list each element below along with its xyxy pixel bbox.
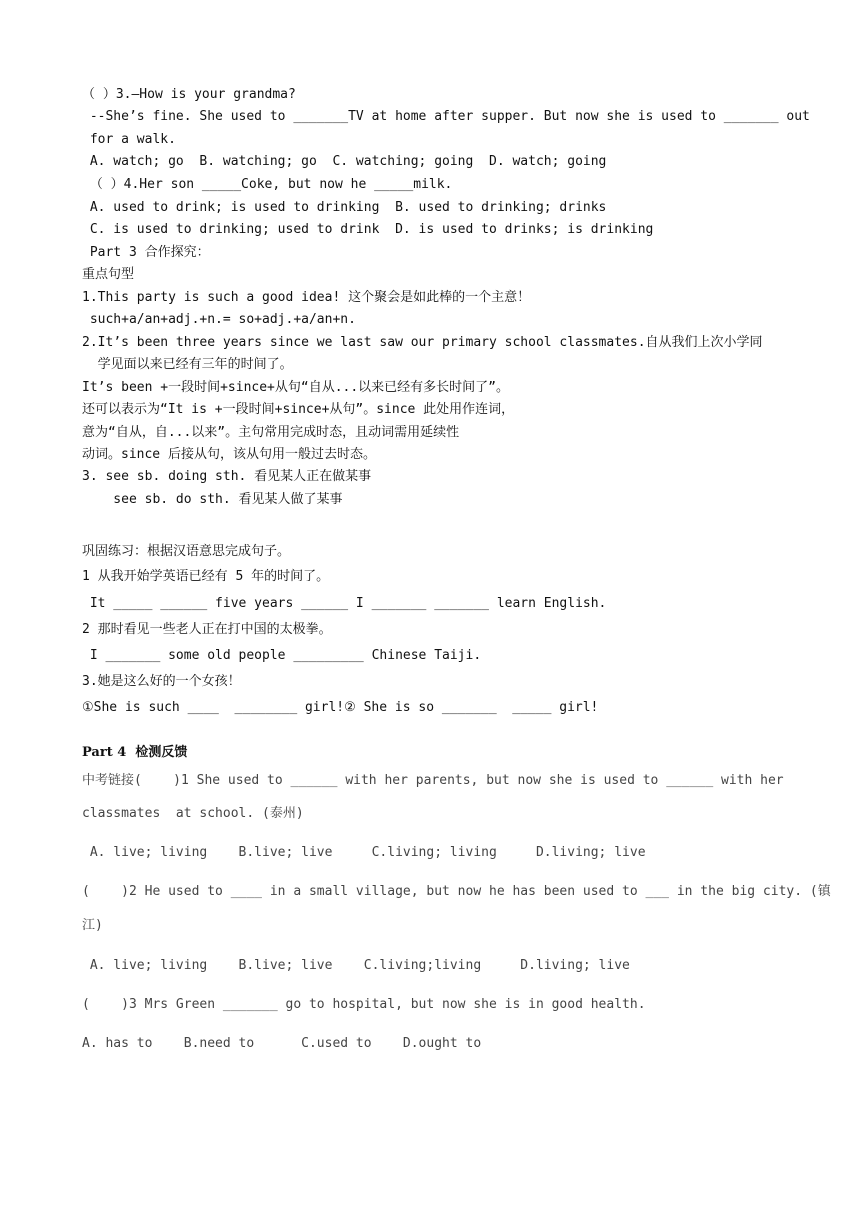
sentence-2-cont: 学见面以来已经有三年的时间了。 xyxy=(82,357,293,372)
sentence-2-note-1: It’s been +一段时间+since+从句“自从...以来已经有多长时间了”。 xyxy=(82,380,510,395)
test-2-stem: ( )2 He used to ____ in a small village, but now he has been used to ___ in the big city. (镇 xyxy=(82,884,831,899)
test-3-options: A. has to B.need to C.used to D.ought to xyxy=(82,1036,482,1051)
sentence-2-note-2: 还可以表示为“It is +一段时间+since+从句”。since 此处用作连词， xyxy=(82,402,515,417)
sentence-2-note-4: 动词。since 后接从句，该从句用一般过去时态。 xyxy=(82,447,376,462)
practice-3-prompt: 3.她是这么好的一个女孩！ xyxy=(82,674,241,689)
practice-1-prompt: 1 从我开始学英语已经有 5 年的时间了。 xyxy=(82,569,330,584)
question-3-text-cont: for a walk. xyxy=(82,132,176,147)
question-3-text: --She’s fine. She used to _______TV at home after supper. But now she is used to _______ out xyxy=(82,109,810,124)
test-1-options: A. live; living B.live; live C.living; living D.living; live xyxy=(82,845,646,860)
practice-2-blanks: I _______ some old people _________ Chinese Taiji. xyxy=(82,648,482,663)
test-2-options: A. live; living B.live; live C.living;living D.living; live xyxy=(82,958,630,973)
question-4-options-ab: A. used to drink; is used to drinking B. used to drinking; drinks xyxy=(82,200,607,215)
test-1-stem: 中考链接( )1 She used to ______ with her parents, but now she is used to ______ with her xyxy=(82,773,784,788)
test-1-stem-cont: classmates at school. (泰州) xyxy=(82,806,304,821)
practice-3-blanks: ①She is such ____ ________ girl!② She is so _______ _____ girl! xyxy=(82,700,599,715)
sentence-1: 1.This party is such a good idea! 这个聚会是如此棒的一个主意！ xyxy=(82,290,531,305)
key-sentences-heading: 重点句型 xyxy=(82,267,135,282)
sentence-3-cont: see sb. do sth. 看见某人做了某事 xyxy=(82,492,343,507)
question-4-options-cd: C. is used to drinking; used to drink D. is used to drinks; is drinking xyxy=(82,222,654,237)
sentence-2-note-3: 意为“自从，自...以来”。主句常用完成时态，且动词需用延续性 xyxy=(82,425,460,440)
sentence-2: 2.It’s been three years since we last saw our primary school classmates.自从我们上次小学同 xyxy=(82,335,763,350)
sentence-3: 3. see sb. doing sth. 看见某人正在做某事 xyxy=(82,469,372,484)
practice-1-blanks: It _____ ______ five years ______ I _______ _______ learn English. xyxy=(82,596,607,611)
part-3-heading: Part 3 合作探究： xyxy=(82,245,210,260)
question-3-options: A. watch; go B. watching; go C. watching; going D. watch; going xyxy=(82,154,607,169)
test-3-stem: ( )3 Mrs Green _______ go to hospital, but now she is in good health. xyxy=(82,997,646,1012)
test-2-stem-cont: 江) xyxy=(82,918,103,933)
part-4-heading: Part 4 检测反馈 xyxy=(82,745,188,760)
question-3-stem: （ ）3.—How is your grandma? xyxy=(82,87,296,102)
sentence-1-formula: such+a/an+adj.+n.= so+adj.+a/an+n. xyxy=(82,312,356,327)
practice-2-prompt: 2 那时看见一些老人正在打中国的太极拳。 xyxy=(82,622,332,637)
practice-heading: 巩固练习：根据汉语意思完成句子。 xyxy=(82,544,291,559)
question-4-stem: （ ）4.Her son _____Coke, but now he _____milk. xyxy=(82,177,453,192)
